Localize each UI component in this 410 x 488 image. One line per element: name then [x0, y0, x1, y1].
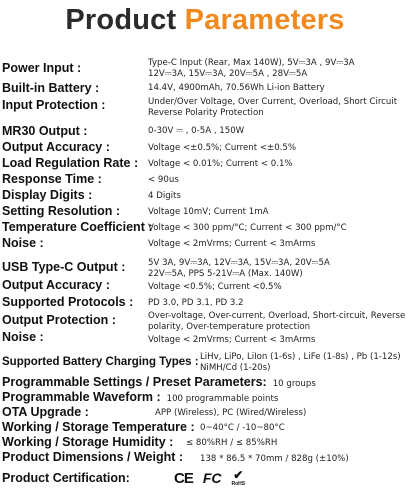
setting-resolution-label: Setting Resolution :: [2, 204, 121, 218]
load-regulation-value: Voltage < 0.01%; Current < 0.1%: [148, 159, 293, 169]
battery-label: Built-in Battery :: [2, 81, 100, 95]
temperature-label: Working / Storage Temperature :: [2, 420, 195, 434]
certification-label: Product Certification:: [2, 471, 130, 485]
response-time-value: < 90us: [148, 175, 179, 185]
temp-coefficient-label: Temperature Coefficient :: [2, 220, 153, 234]
noise-2-value: Voltage < 2mVrms; Current < 3mArms: [148, 335, 316, 345]
ota-value: APP (Wireless), PC (Wired/Wireless): [155, 408, 307, 418]
load-regulation-label: Load Regulation Rate :: [2, 156, 139, 170]
title-part-1: Product: [65, 4, 177, 36]
presets-value: 10 groups: [272, 379, 316, 389]
output-protection-line-2: polarity, Over-temperature protection: [148, 322, 311, 332]
input-protection-label: Input Protection :: [2, 98, 106, 112]
setting-resolution-value: Voltage 10mV; Current 1mA: [148, 207, 269, 217]
rohs-mark-icon: ✔ RoHS: [231, 468, 246, 487]
usbc-output-line-2: 22V⎓5A, PPS 5-21V⎓A (Max. 140W): [148, 269, 303, 279]
usbc-accuracy-label: Output Accuracy :: [2, 278, 110, 292]
mr30-output-label: MR30 Output :: [2, 124, 88, 138]
output-protection-label: Output Protection :: [2, 313, 116, 327]
temperature-value: 0~40°C / -10~80°C: [200, 423, 285, 433]
ota-label: OTA Upgrade :: [2, 405, 89, 419]
title-part-2: Parameters: [184, 4, 345, 36]
dimensions-value: 138 * 86.5 * 70mm / 828g (±10%): [200, 454, 349, 464]
protocols-value: PD 3.0, PD 3.1, PD 3.2: [148, 298, 244, 308]
mr30-output-value: 0-30V ⎓ , 0-5A , 150W: [148, 126, 245, 136]
humidity-value: ≤ 80%RH / ≤ 85%RH: [186, 438, 278, 448]
noise-label: Noise :: [2, 236, 44, 250]
response-time-label: Response Time :: [2, 172, 102, 186]
temp-coefficient-value: Voltage < 300 ppm/°C; Current < 300 ppm/°C: [148, 223, 347, 233]
power-input-label: Power Input :: [2, 61, 82, 75]
display-digits-value: 4 Digits: [148, 191, 181, 201]
dimensions-row: [2, 450, 183, 464]
waveform-value: 100 programmable points: [166, 394, 279, 404]
certification-marks: [174, 469, 245, 487]
output-protection-line-1: Over-voltage, Over-current, Overload, Short-circuit, Reverse: [148, 311, 406, 321]
fc-mark-icon: FC: [202, 470, 222, 486]
usbc-output-line-1: 5V 3A, 9V⎓3A, 12V⎓3A, 15V⎓3A, 20V⎓5A: [148, 258, 330, 268]
dimensions-label: Product Dimensions / Weight :: [2, 450, 184, 464]
temperature-row: [2, 420, 195, 434]
input-protection-line-1: Under/Over Voltage, Over Current, Overload, Short Circuit: [148, 97, 398, 107]
page-title: [0, 4, 410, 37]
noise-2-label: Noise :: [2, 330, 44, 344]
humidity-row: [2, 435, 173, 449]
noise-value: Voltage < 2mVrms; Current < 3mArms: [148, 239, 316, 249]
battery-value: 14.4V, 4900mAh, 70.56Wh Li-ion Battery: [148, 83, 325, 93]
battery-types-label: Supported Battery Charging Types :: [2, 356, 199, 368]
humidity-label: Working / Storage Humidity :: [2, 435, 174, 449]
protocols-label: Supported Protocols :: [2, 295, 134, 309]
output-accuracy-value: Voltage <±0.5%; Current <±0.5%: [148, 143, 297, 153]
power-input-line-2: 12V⎓3A, 15V⎓3A, 20V⎓5A , 28V⎓5A: [148, 69, 308, 79]
ota-row: [2, 405, 89, 419]
waveform-label: Programmable Waveform :: [2, 390, 161, 404]
battery-types-line-1: LiHv, LiPo, LiIon (1-6s) , LiFe (1-8s) , Pb (1-12s): [200, 352, 401, 362]
waveform-row: [2, 390, 278, 404]
battery-types-line-2: NiMH/Cd (1-20s): [200, 363, 271, 373]
presets-row: [2, 375, 316, 389]
usbc-accuracy-value: Voltage <0.5%; Current <0.5%: [148, 282, 282, 292]
power-input-line-1: Type-C Input (Rear, Max 140W), 5V⎓3A , 9V⎓3A: [148, 58, 355, 68]
output-accuracy-label: Output Accuracy :: [2, 140, 110, 154]
usbc-output-label: USB Type-C Output :: [2, 260, 126, 274]
ce-mark-icon: CE: [174, 469, 193, 487]
input-protection-line-2: Reverse Polarity Protection: [148, 108, 264, 118]
display-digits-label: Display Digits :: [2, 188, 93, 202]
presets-label: Programmable Settings / Preset Parameters:: [2, 375, 267, 389]
